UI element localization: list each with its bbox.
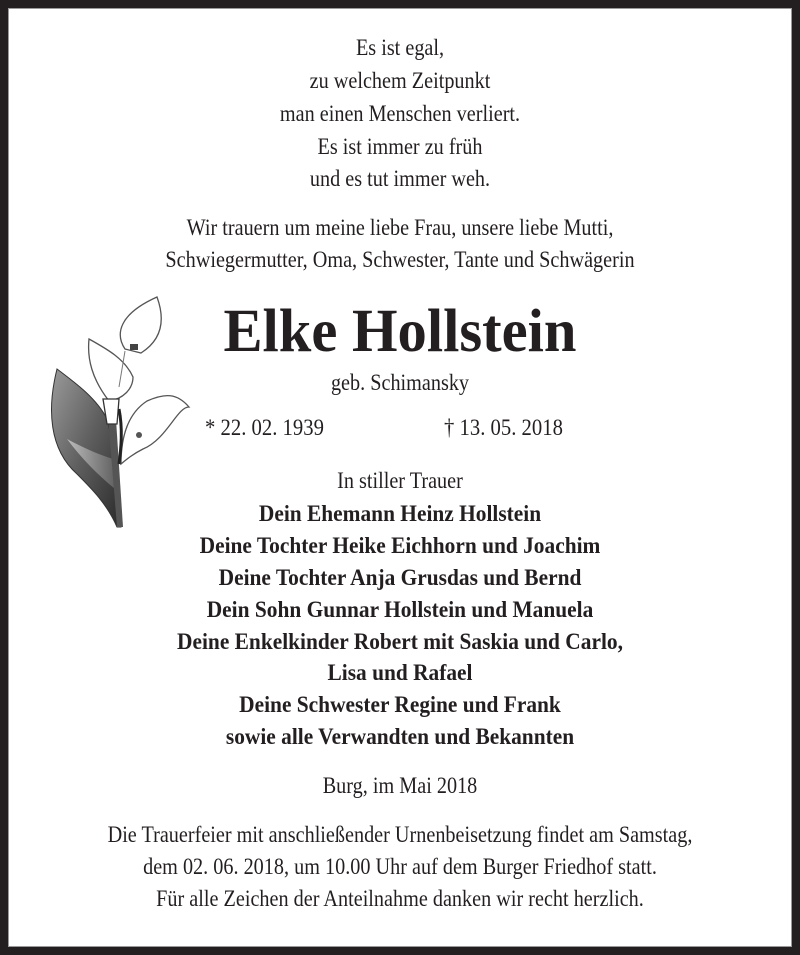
intro-line: Wir trauern um meine liebe Frau, unsere liebe Mutti, xyxy=(186,215,614,241)
death-date: † 13. 05. 2018 xyxy=(444,415,563,441)
place-date: Burg, im Mai 2018 xyxy=(322,773,478,799)
notice-line: dem 02. 06. 2018, um 10.00 Uhr auf dem Burger Friedhof statt. xyxy=(143,854,657,880)
mourner: Deine Tochter Heike Eichhorn und Joachim xyxy=(199,533,601,558)
obituary-card xyxy=(8,8,792,947)
poem-line: Es ist immer zu früh xyxy=(317,134,483,160)
mourner: sowie alle Verwandten und Bekannten xyxy=(225,724,575,749)
mourner: Deine Tochter Anja Grusdas und Bernd xyxy=(218,565,582,590)
mourning-heading: In stiller Trauer xyxy=(337,468,463,494)
deceased-name: Elke Hollstein xyxy=(223,298,577,365)
maiden-name: geb. Schimansky xyxy=(330,370,470,396)
notice-line: Die Trauerfeier mit anschließender Urnenbeisetzung findet am Samstag, xyxy=(107,822,693,848)
poem-line: Es ist egal, xyxy=(355,35,445,61)
mourner: Deine Schwester Regine und Frank xyxy=(239,692,561,717)
mourner: Dein Ehemann Heinz Hollstein xyxy=(258,501,542,526)
notice-line: Für alle Zeichen der Anteilnahme danken wir recht herzlich. xyxy=(156,886,644,912)
mourner: Dein Sohn Gunnar Hollstein und Manuela xyxy=(206,597,594,622)
poem-line: zu welchem Zeitpunkt xyxy=(309,68,491,94)
intro-line: Schwiegermutter, Oma, Schwester, Tante und Schwägerin xyxy=(165,247,635,273)
mourner: Lisa und Rafael xyxy=(327,660,473,685)
poem-line: man einen Menschen verliert. xyxy=(279,101,521,127)
poem-line: und es tut immer weh. xyxy=(309,166,491,192)
birth-date: * 22. 02. 1939 xyxy=(205,415,324,441)
mourner: Deine Enkelkinder Robert mit Saskia und Carlo, xyxy=(177,629,623,654)
